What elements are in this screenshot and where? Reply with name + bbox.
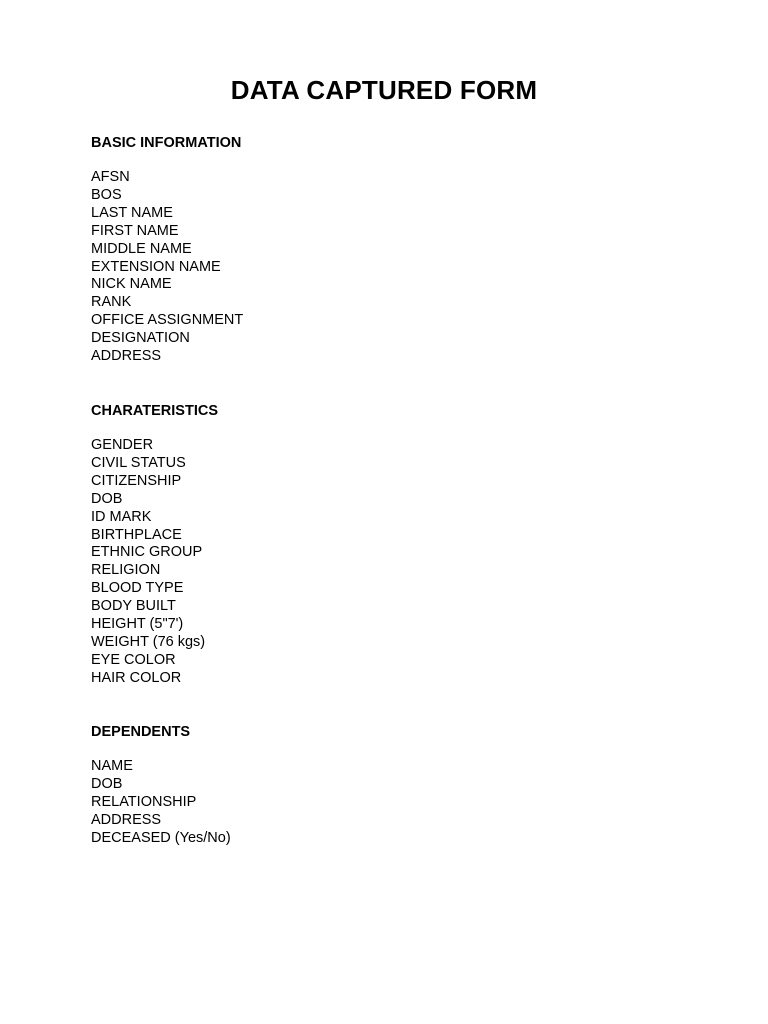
field-label: BLOOD TYPE (91, 580, 184, 597)
field-label: DOB (91, 490, 123, 507)
field-label: DECEASED (Yes/No) (91, 829, 231, 846)
field-label: BOS (91, 186, 122, 203)
field-label: BIRTHPLACE (91, 526, 182, 543)
field-label: MIDDLE NAME (91, 240, 192, 257)
field-label: OFFICE ASSIGNMENT (91, 312, 244, 329)
field-label: NICK NAME (91, 276, 172, 293)
field-label: RANK (91, 294, 132, 311)
section-heading: BASIC INFORMATION (91, 135, 242, 151)
section-dependents (91, 723, 691, 848)
field-label: ADDRESS (91, 811, 162, 828)
field-label: RELIGION (91, 562, 161, 579)
field-label: RELATIONSHIP (91, 793, 197, 810)
field-list (91, 169, 691, 366)
field-label: ID MARK (91, 508, 152, 525)
field-label: WEIGHT (76 kgs) (91, 633, 206, 650)
section-basic-information (91, 134, 691, 366)
field-label: DESIGNATION (91, 330, 190, 347)
field-label: DOB (91, 775, 123, 792)
field-label: HEIGHT (5"7') (91, 616, 184, 633)
section-heading: DEPENDENTS (91, 724, 191, 740)
field-label: FIRST NAME (91, 222, 179, 239)
section-characteristics (91, 402, 691, 688)
field-label: GENDER (91, 437, 154, 453)
field-list (91, 437, 691, 688)
field-list (91, 758, 691, 848)
field-label: HAIR COLOR (91, 669, 182, 686)
field-label: CITIZENSHIP (91, 472, 182, 489)
field-label: AFSN (91, 169, 130, 185)
field-label: ADDRESS (91, 348, 162, 365)
field-label: BODY BUILT (91, 598, 176, 615)
field-label: CIVIL STATUS (91, 454, 186, 471)
field-label: EXTENSION NAME (91, 258, 221, 275)
field-label: NAME (91, 758, 133, 774)
section-heading: CHARATERISTICS (91, 403, 219, 419)
field-label: EYE COLOR (91, 651, 176, 668)
form-title: DATA CAPTURED FORM (230, 75, 538, 105)
field-label: ETHNIC GROUP (91, 544, 203, 561)
field-label: LAST NAME (91, 204, 173, 221)
